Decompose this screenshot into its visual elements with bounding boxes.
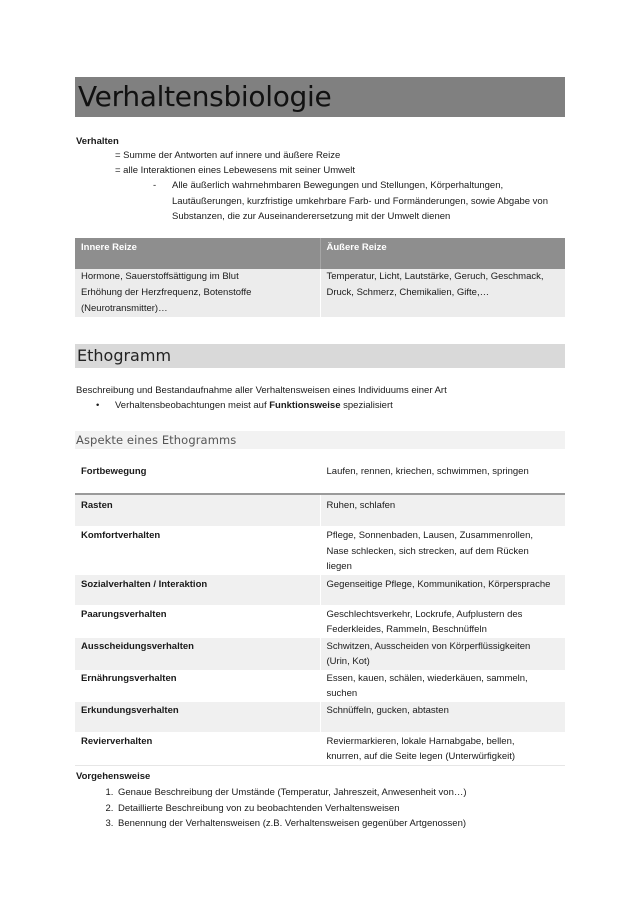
aspect-key: Komfortverhalten <box>75 526 320 575</box>
table-row <box>75 494 565 526</box>
list-item: 1. Genaue Beschreibung der Umstände (Temperatur, Jahreszeit, Anwesenheit von…) <box>116 785 576 801</box>
aspect-value <box>320 456 565 494</box>
table-row <box>75 456 565 494</box>
aeussere-reize-cell <box>320 269 565 317</box>
aspect-value <box>320 732 565 766</box>
aspect-key: Fortbewegung <box>75 456 320 494</box>
table-row <box>75 605 565 638</box>
aspect-key: Rasten <box>75 494 320 526</box>
vorgehensweise-heading: Vorgehensweise <box>76 771 151 782</box>
table-row <box>75 670 565 702</box>
aspect-key: Ernährungsverhalten <box>75 670 320 702</box>
table-row <box>75 702 565 732</box>
table-row <box>75 732 565 766</box>
aspect-line: (Urin, Kot) <box>326 656 370 667</box>
aspekte-banner <box>75 431 565 449</box>
aspect-value <box>320 702 565 732</box>
innere-reize-cell <box>75 269 320 317</box>
aspect-key: Sozialverhalten / Interaktion <box>75 575 320 605</box>
list-item: 3. Benennung der Verhaltensweisen (z.B. Verhaltensweisen gegenüber Artgenossen) <box>116 816 576 832</box>
aspect-line: Schnüffeln, gucken, abtasten <box>326 704 449 716</box>
table-row <box>75 526 565 575</box>
aspect-line: Reviermarkieren, lokale Harnabgabe, bellen, <box>326 735 515 747</box>
ethogramm-heading: Ethogramm <box>77 346 172 365</box>
aspect-value <box>320 605 565 638</box>
verhalten-line-2: = alle Interaktionen eines Lebewesens mit seiner Umwelt <box>115 165 356 176</box>
detail-dash: - <box>153 180 157 191</box>
table-row <box>75 575 565 605</box>
verhalten-heading: Verhalten <box>76 136 119 147</box>
aspect-line: Gegenseitige Pflege, Kommunikation, Körpersprache <box>326 578 551 590</box>
aspect-key: Ausscheidungsverhalten <box>75 638 320 670</box>
aspect-line: Laufen, rennen, kriechen, schwimmen, springen <box>326 466 529 477</box>
aspekte-table <box>75 456 565 766</box>
verhalten-line-1: = Summe der Antworten auf innere und äußere Reize <box>115 150 341 161</box>
reize-table <box>75 238 565 317</box>
innere-line: Hormone, Sauerstoffsättigung im Blut <box>81 271 239 282</box>
bullet-text-bold: Funktionsweise <box>269 400 341 411</box>
ethogramm-bullet <box>115 398 393 413</box>
aeussere-line: Temperatur, Licht, Lautstärke, Geruch, Geschmack, <box>326 271 544 282</box>
aspect-line: Essen, kauen, schälen, wiederkäuen, sammeln, <box>326 672 528 684</box>
ethogramm-banner <box>75 344 565 368</box>
ethogramm-description: Beschreibung und Bestandaufnahme aller Verhaltensweisen eines Individuums einer Art <box>76 385 447 396</box>
aspect-line: suchen <box>326 688 358 699</box>
aspect-value <box>320 670 565 702</box>
detail-line: Alle äußerlich wahrnehmbaren Bewegungen und Stellungen, Körperhaltungen, <box>172 180 504 191</box>
aspect-key: Erkundungsverhalten <box>75 702 320 732</box>
aspect-value <box>320 494 565 526</box>
detail-line: Lautäußerungen, kurzfristige umkehrbare Farb- und Formänderungen, sowie Abgabe von <box>172 195 548 207</box>
aspect-line: liegen <box>326 561 352 572</box>
innere-line: (Neurotransmitter)… <box>81 303 168 314</box>
header-aeussere-reize: Äußere Reize <box>320 238 565 269</box>
page-title: Verhaltensbiologie <box>78 80 332 113</box>
aspect-line: knurren, auf die Seite legen (Unterwürfigkeit) <box>326 751 516 762</box>
aspect-line: Geschlechtsverkehr, Lockrufe, Aufplustern des <box>326 608 523 620</box>
bullet-text-prefix: Verhaltensbeobachtungen meist auf <box>115 400 270 411</box>
aspect-value <box>320 638 565 670</box>
aeussere-line: Druck, Schmerz, Chemikalien, Gifte,… <box>326 287 490 298</box>
aspect-value <box>320 526 565 575</box>
aspekte-heading: Aspekte eines Ethogramms <box>76 433 237 447</box>
aspect-line: Nase schlecken, sich strecken, auf dem Rücken <box>326 545 529 557</box>
aspect-key: Paarungsverhalten <box>75 605 320 638</box>
verhalten-detail <box>172 178 548 225</box>
innere-line: Erhöhung der Herzfrequenz, Botenstoffe <box>81 287 252 298</box>
bullet-dot-icon: • <box>96 400 100 411</box>
aspect-line: Ruhen, schlafen <box>326 500 396 511</box>
list-item: 2. Detaillierte Beschreibung von zu beobachtenden Verhaltensweisen <box>116 801 576 817</box>
aspect-value <box>320 575 565 605</box>
aspect-key: Revierverhalten <box>75 732 320 766</box>
table-row <box>75 638 565 670</box>
aspect-line: Federkleides, Rammeln, Beschnüffeln <box>326 624 487 635</box>
vorgehensweise-list <box>90 785 576 832</box>
aspect-line: Pflege, Sonnenbaden, Lausen, Zusammenrollen, <box>326 530 533 541</box>
header-innere-reize: Innere Reize <box>75 238 320 269</box>
title-banner <box>75 77 565 117</box>
bullet-text-suffix: spezialisiert <box>340 400 393 411</box>
aspect-line: Schwitzen, Ausscheiden von Körperflüssigkeiten <box>326 640 531 652</box>
detail-line: Substanzen, die zur Auseinanderersetzung mit der Umwelt dienen <box>172 211 451 222</box>
